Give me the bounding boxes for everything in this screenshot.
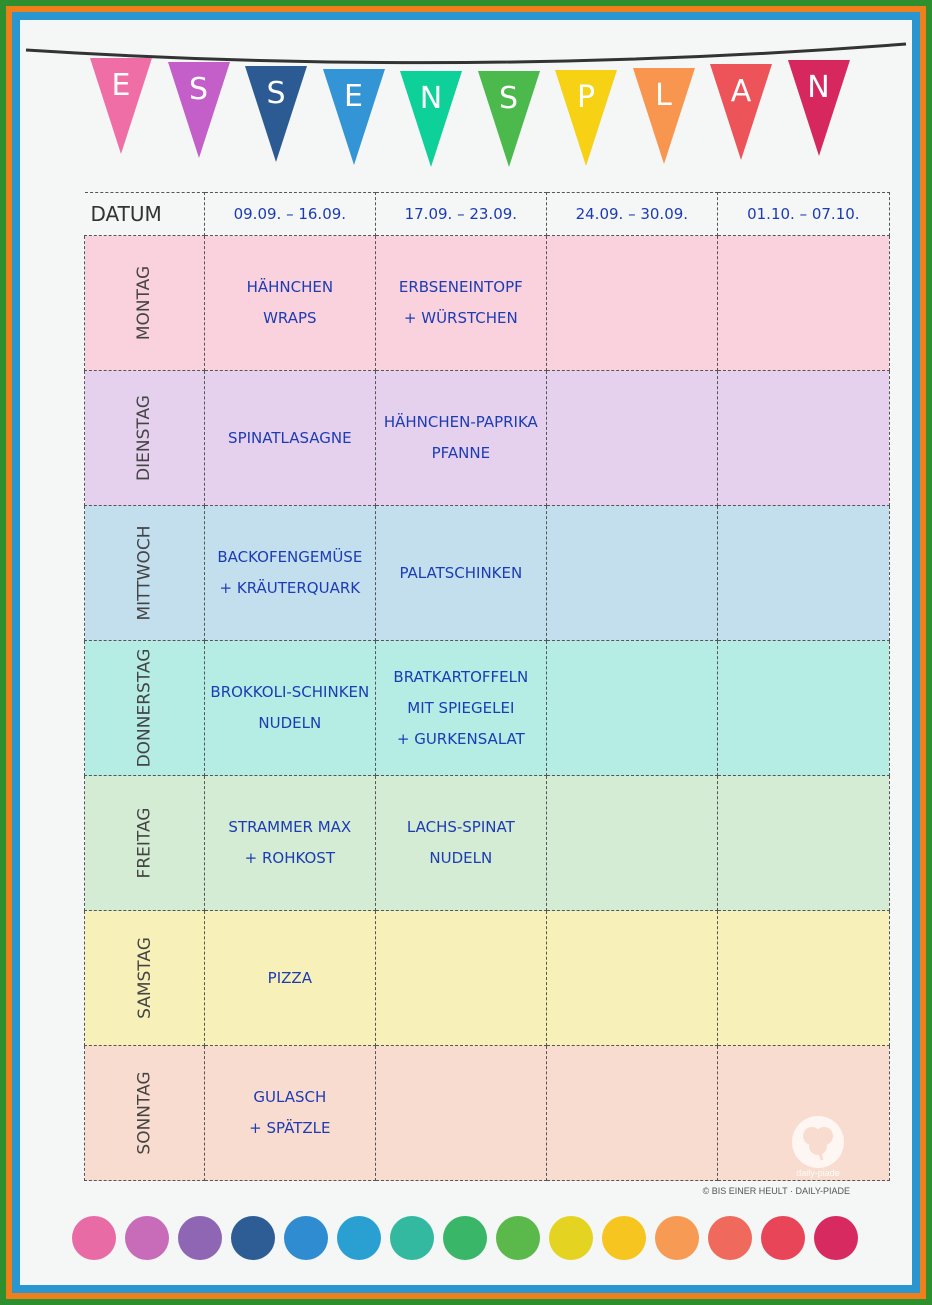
day-label: MITTWOCH [134,525,155,621]
color-dot [178,1216,222,1260]
day-label-cell [85,776,205,911]
color-dot [390,1216,434,1260]
week-header: 17.09. – 23.09. [375,193,546,236]
day-row [85,236,890,371]
meal-cell[interactable] [717,911,889,1046]
color-dot [231,1216,275,1260]
color-dot [549,1216,593,1260]
meal-text: LACHS-SPINAT NUDELN [406,818,515,867]
meal-text: ERBSENEINTOPF + WÜRSTCHEN [398,278,523,327]
meal-text: SPINATLASAGNE [228,428,352,447]
meal-cell[interactable] [375,911,546,1046]
title-pennant [788,60,850,160]
meal-text: STRAMMER MAX + ROHKOST [228,818,352,867]
week-header: 01.10. – 07.10. [717,193,889,236]
day-row [85,1046,890,1181]
title-letter: E [344,79,363,114]
color-dot [602,1216,646,1260]
day-label-cell [85,371,205,506]
title-letter: S [498,81,519,116]
title-pennant [168,62,230,162]
logo-text: daily-piade [796,1168,840,1178]
meal-cell[interactable] [204,1046,375,1181]
day-row [85,911,890,1046]
color-dot [496,1216,540,1260]
title-letter: A [730,74,752,109]
day-row [85,776,890,911]
meal-cell[interactable] [717,236,889,371]
meal-cell[interactable] [546,911,717,1046]
title-pennant [478,71,540,171]
color-dot [284,1216,328,1260]
title-letter: E [111,68,131,103]
meal-text: PALATSCHINKEN [399,563,523,582]
meal-text: GULASCH + SPÄTZLE [249,1088,331,1137]
title-pennant [633,68,695,168]
day-label-cell [85,506,205,641]
meal-cell[interactable] [375,641,546,776]
meal-cell[interactable] [204,641,375,776]
meal-text: HÄHNCHEN WRAPS [246,278,334,327]
meal-plan-table [84,192,890,1181]
day-label-cell [85,236,205,371]
day-label-cell [85,911,205,1046]
week-header: 09.09. – 16.09. [204,193,375,236]
title-pennant [400,71,462,171]
meal-cell[interactable] [717,506,889,641]
meal-cell[interactable] [375,236,546,371]
day-label: SONNTAG [134,1071,155,1155]
title-pennant [710,64,772,164]
meal-cell[interactable] [546,506,717,641]
day-label-cell [85,641,205,776]
day-label: MONTAG [134,265,155,341]
meal-cell[interactable] [375,371,546,506]
meal-text: PIZZA [267,968,312,987]
copyright-credit: © BIS EINER HEULT · DAILY-PIADE [702,1186,850,1196]
day-label: SAMSTAG [134,937,155,1019]
meal-cell[interactable] [375,1046,546,1181]
day-row [85,506,890,641]
meal-cell[interactable] [546,776,717,911]
meal-cell[interactable] [546,236,717,371]
meal-cell[interactable] [375,506,546,641]
color-dot [814,1216,858,1260]
title-pennant [323,69,385,169]
title-letter: S [266,76,286,111]
title-letter: N [807,70,830,105]
color-dot [72,1216,116,1260]
day-label: DIENSTAG [134,395,155,481]
meal-cell[interactable] [546,641,717,776]
title-letter: S [188,72,209,107]
bunting-string [20,20,912,80]
day-row [85,641,890,776]
meal-plan-page [20,20,912,1285]
meal-cell[interactable] [204,776,375,911]
day-label-cell [85,1046,205,1181]
date-header: DATUM [85,193,205,236]
color-dot [125,1216,169,1260]
header-row [85,193,890,236]
meal-cell[interactable] [546,371,717,506]
color-dot [708,1216,752,1260]
meal-cell[interactable] [204,506,375,641]
meal-cell[interactable] [546,1046,717,1181]
meal-cell[interactable] [204,236,375,371]
day-label: DONNERSTAG [134,648,155,768]
title-letter: L [655,78,672,113]
color-dot [655,1216,699,1260]
week-header: 24.09. – 30.09. [546,193,717,236]
title-letter: N [419,81,443,116]
title-pennant [90,58,152,158]
brand-logo [792,1116,844,1168]
day-label: FREITAG [134,807,155,879]
meal-text: HÄHNCHEN-PAPRIKA PFANNE [383,413,538,462]
meal-cell[interactable] [204,371,375,506]
meal-text: BACKOFENGEMÜSE + KRÄUTERQUARK [217,548,363,597]
title-pennant [555,70,617,170]
meal-cell[interactable] [204,911,375,1046]
meal-cell[interactable] [717,371,889,506]
meal-cell[interactable] [375,776,546,911]
color-dot [443,1216,487,1260]
title-letter: P [576,80,596,115]
title-pennant [245,66,307,166]
color-dot [761,1216,805,1260]
meal-cell[interactable] [717,641,889,776]
day-row [85,371,890,506]
meal-text: BRATKARTOFFELN MIT SPIEGELEI + GURKENSALAT [393,667,529,748]
meal-text: BROKKOLI-SCHINKEN NUDELN [210,683,370,732]
color-dot [337,1216,381,1260]
meal-cell[interactable] [717,776,889,911]
